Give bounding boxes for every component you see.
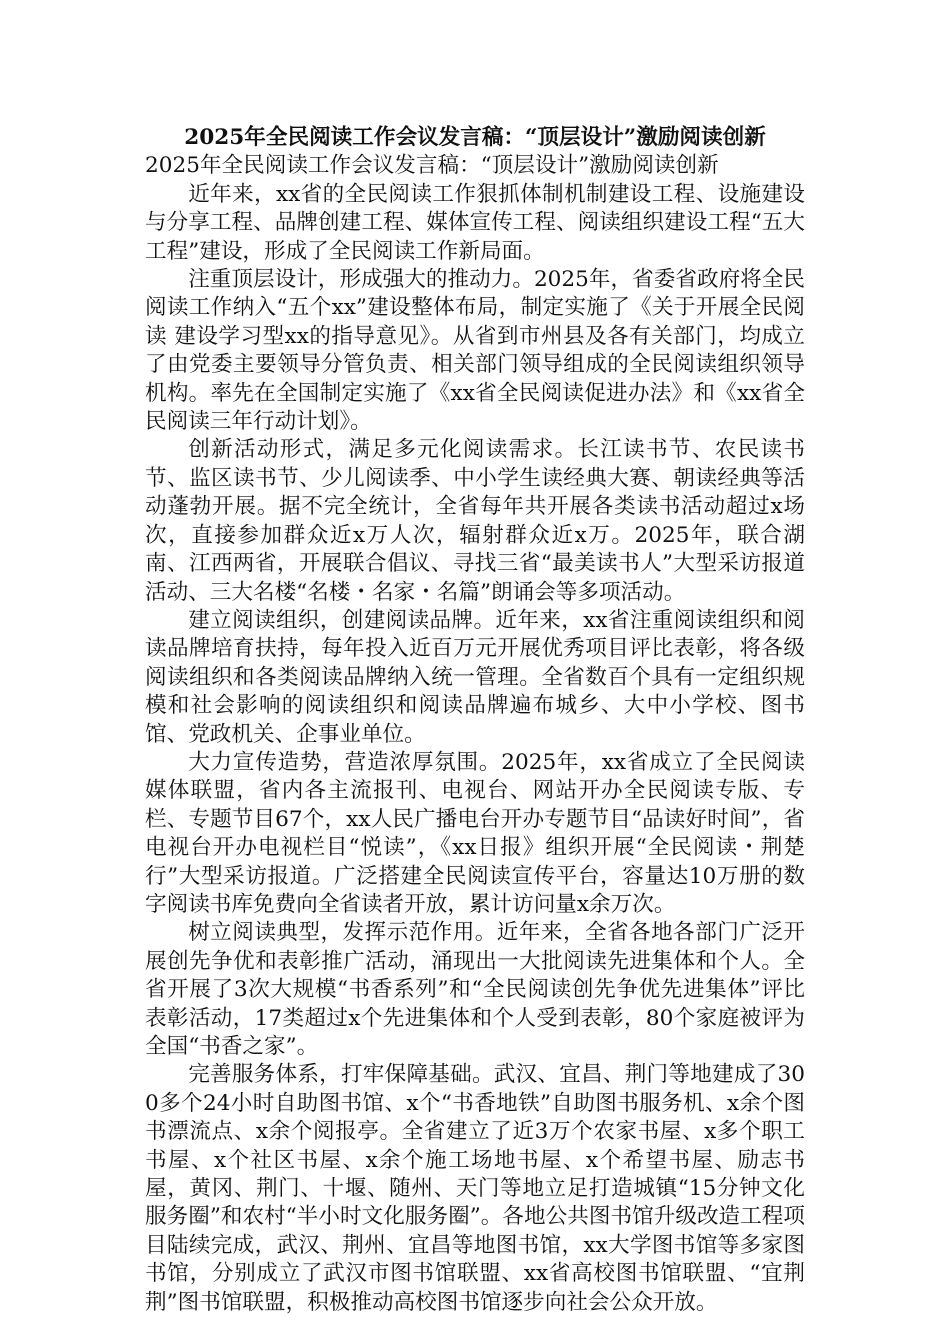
paragraph-reading-models: 树立阅读典型，发挥示范作用。近年来，全省各地各部门广泛开展创先争优和表彰推广活动，涌现出一大批阅读先进集体和个人。全省开展了3次大规模“书香系列”和“全民阅读创先争优先进集体”评比表彰活动，17类超过x个先进集体和个人受到表彰，80个家庭被评为全国“书香之家”。 [145, 920, 805, 1059]
paragraph-publicity: 大力宣传造势，营造浓厚氛围。2025年，xx省成立了全民阅读媒体联盟，省内各主流报刊、电视台、网站开办全民阅读专版、专栏、专题节目67个，xx人民广播电台开办专题节目“品读好时间”，省电视台开办电视栏目“悦读”，《xx日报》组织开展“全民阅读・荆楚行”大型采访报道。广泛搭建全民阅读宣传平台，容量达10万册的数字阅读书库免费向全省读者开放，累计访问量x余万次。 [145, 749, 805, 917]
paragraph-top-level-design: 注重顶层设计，形成强大的推动力。2025年，省委省政府将全民阅读工作纳入“五个xx”建设整体布局，制定实施了《关于开展全民阅读 建设学习型xx的指导意见》。从省到市州县及各有关部门，均成立了由党委主要领导分管负责、相关部门领导组成的全民阅读组织领导机构。率先在全国制定实施了《xx省全民阅读促进办法》和《xx省全民阅读三年行动计划》。 [145, 267, 805, 435]
document-subtitle: 2025年全民阅读工作会议发言稿：“顶层设计”激励阅读创新 [145, 153, 719, 179]
paragraph-reading-organizations: 建立阅读组织，创建阅读品牌。近年来，xx省注重阅读组织和阅读品牌培育扶持，每年投入近百万元开展优秀项目评比表彰，将各级阅读组织和各类阅读品牌纳入统一管理。全省数百个具有一定组织规模和社会影响的阅读组织和阅读品牌遍布城乡、大中小学校、图书馆、党政机关、企事业单位。 [145, 607, 805, 747]
paragraph-intro: 近年来，xx省的全民阅读工作狠抓体制机制建设工程、设施建设与分享工程、品牌创建工程、媒体宣传工程、阅读组织建设工程“五大工程”建设，形成了全民阅读工作新局面。 [145, 181, 805, 264]
paragraph-activity-innovation: 创新活动形式，满足多元化阅读需求。长江读书节、农民读书节、监区读书节、少儿阅读季、中小学生读经典大赛、朝读经典等活动蓬勃开展。据不完全统计，全省每年共开展各类读书活动超过x场次，直接参加群众近x万人次，辐射群众近x万。2025年，联合湖南、江西两省，开展联合倡议、寻找三省“最美读书人”大型采访报道活动、三大名楼“名楼・名家・名篇”朗诵会等多项活动。 [145, 437, 805, 605]
document-page [145, 124, 805, 1317]
document-title: 2025年全民阅读工作会议发言稿：“顶层设计”激励阅读创新 [184, 125, 766, 150]
paragraph-service-system: 完善服务体系，打牢保障基础。武汉、宜昌、荆门等地建成了300多个24小时自助图书馆、x个“书香地铁”自助图书服务机、x余个图书漂流点、x余个阅报亭。全省建立了近3万个农家书屋、x多个职工书屋、x个社区书屋、x余个施工场地书屋、x个希望书屋、励志书屋，黄冈、荆门、十堰、随州、天门等地立足打造城镇“15分钟文化服务圈”和农村“半小时文化服务圈”。各地公共图书馆升级改造工程项目陆续完成，武汉、荆州、宜昌等地图书馆，xx大学图书馆等多家图书馆，分别成立了武汉市图书馆联盟、xx省高校图书馆联盟、“宜荆荆”图书馆联盟，积极推动高校图书馆逐步向社会公众开放。 [145, 1062, 805, 1315]
